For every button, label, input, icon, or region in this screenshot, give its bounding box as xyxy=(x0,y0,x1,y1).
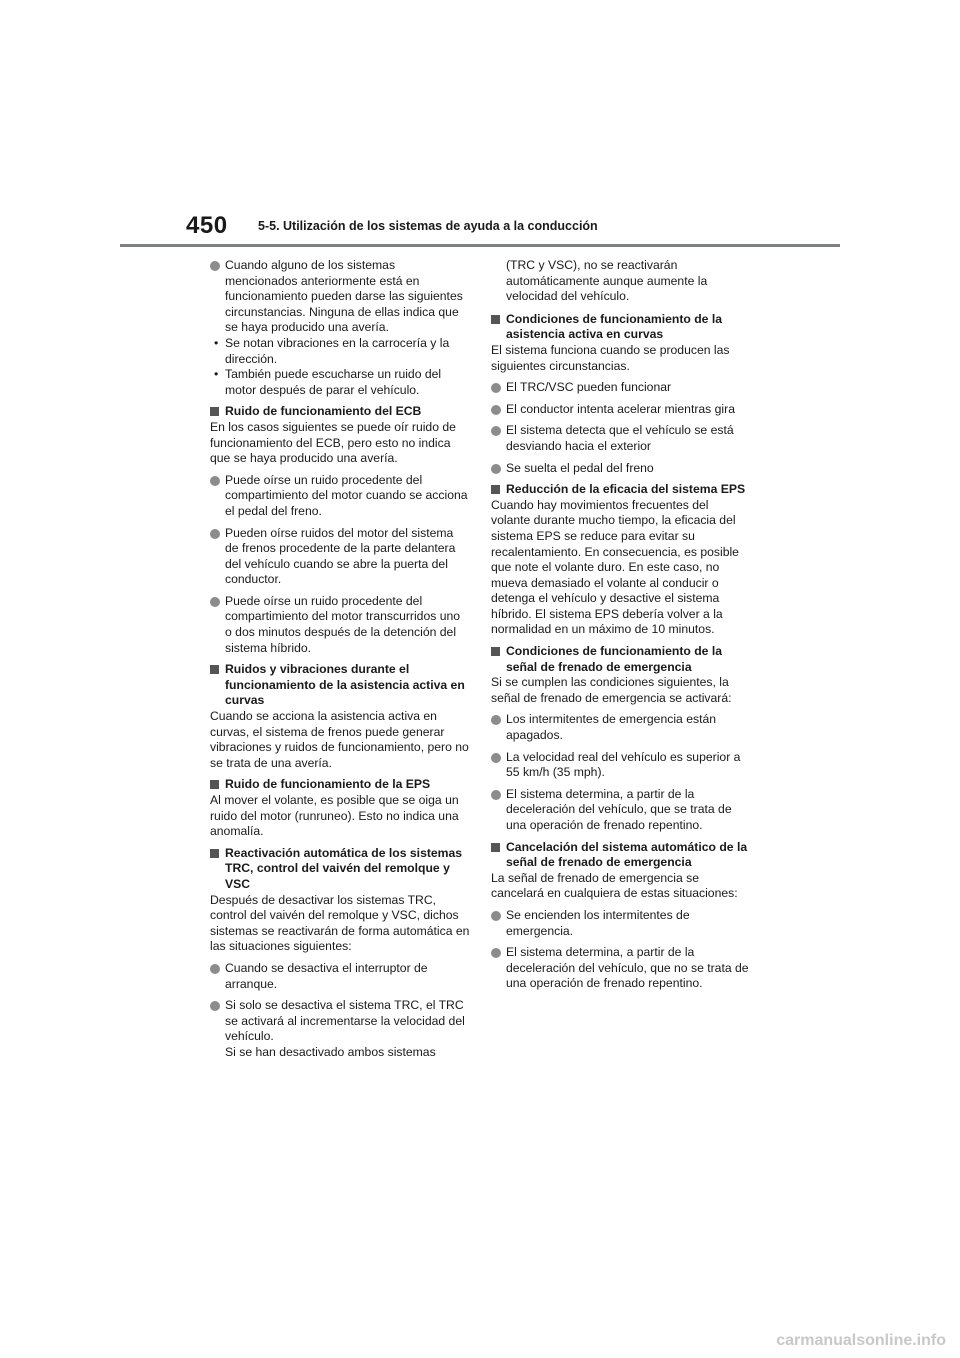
subheading: Cancelación del sistema automático de la señal de frenado de emergencia xyxy=(491,840,751,871)
bullet-dot-icon xyxy=(491,383,501,393)
page-number: 450 xyxy=(186,212,228,239)
bullet-item: El TRC/VSC pueden funcionar xyxy=(491,380,751,396)
bullet-dot-icon xyxy=(491,790,501,800)
bullet-dot-icon xyxy=(491,464,501,474)
bullet-text: Cuando alguno de los sistemas mencionados anteriormente está en funcionamiento pueden darse las siguientes circunstancias. Ninguna de ellas indica que se haya producido una avería. xyxy=(225,258,463,335)
bullet-item: El conductor intenta acelerar mientras gira xyxy=(491,402,751,418)
left-column xyxy=(210,258,470,1067)
right-column xyxy=(491,258,751,998)
square-icon xyxy=(210,665,219,674)
bullet-dot-icon xyxy=(210,1001,220,1011)
bullet-dot-icon xyxy=(491,911,501,921)
watermark: carmanualsonline.info xyxy=(776,1332,946,1349)
continued-text: (TRC y VSC), no se reactivarán automáticamente aunque aumente la velocidad del vehículo. xyxy=(506,258,708,304)
sub-list xyxy=(210,336,470,398)
square-icon xyxy=(491,315,500,324)
subheading: Ruido de funcionamiento del ECB xyxy=(210,404,470,420)
subheading: Condiciones de funcionamiento de la señal de frenado de emergencia xyxy=(491,644,751,675)
square-icon xyxy=(210,780,219,789)
subheading: Reactivación automática de los sistemas TRC, control del vaivén del remolque y VSC xyxy=(210,846,470,893)
bullet-item: El sistema detecta que el vehículo se está desviando hacia el exterior xyxy=(491,423,751,454)
bullet-dot-icon xyxy=(491,948,501,958)
bullet-dot-icon xyxy=(491,405,501,415)
bullet-item: El sistema determina, a partir de la deceleración del vehículo, que no se trata de una operación de frenado repentino. xyxy=(491,945,751,992)
bullet-item: Si solo se desactiva el sistema TRC, el TRC se activará al incrementarse la velocidad del vehículo. Si se han desactivado ambos sistemas xyxy=(210,998,470,1060)
square-icon xyxy=(491,485,500,494)
bullet-dot-icon xyxy=(491,715,501,725)
bullet-item xyxy=(210,258,470,398)
paragraph: Al mover el volante, es posible que se oiga un ruido del motor (runruneo). Esto no indica una anomalía. xyxy=(210,793,459,839)
bullet-dot-icon xyxy=(210,476,220,486)
square-icon xyxy=(210,849,219,858)
page-header xyxy=(120,208,840,248)
sub-list-item: • También puede escucharse un ruido del motor después de parar el vehículo. xyxy=(214,367,442,397)
paragraph: La señal de frenado de emergencia se cancelará en cualquiera de estas situaciones: xyxy=(491,870,738,901)
paragraph: El sistema funciona cuando se producen las siguientes circunstancias. xyxy=(491,342,730,373)
sub-list-item: • Se notan vibraciones en la carrocería y la dirección. xyxy=(214,335,450,366)
subheading: Ruidos y vibraciones durante el funcionamiento de la asistencia activa en curvas xyxy=(210,662,470,709)
paragraph: Cuando hay movimientos frecuentes del volante durante mucho tiempo, la eficacia del sistema EPS se reduce para evitar su recalentamiento. En consecuencia, es posible que note el volante duro. En este caso, no mueva demasiado el volante al conducir o detenga el vehículo y desactive el sistema híbrido. El sistema EPS debería volver a la normalidad en un máximo de 10 minutos. xyxy=(491,497,739,637)
paragraph: Cuando se acciona la asistencia activa en curvas, el sistema de frenos puede generar vibraciones y ruidos de funcionamiento, pero no se trata de una avería. xyxy=(210,709,469,770)
bullet-item: Cuando se desactiva el interruptor de arranque. xyxy=(210,961,470,992)
bullet-item: Se encienden los intermitentes de emergencia. xyxy=(491,908,751,939)
bullet-item: Puede oírse un ruido procedente del compartimiento del motor cuando se acciona el pedal del freno. xyxy=(210,473,470,520)
paragraph: En los casos siguientes se puede oír ruido de funcionamiento del ECB, pero esto no indica que se haya producido una avería. xyxy=(210,419,456,466)
subheading: Ruido de funcionamiento de la EPS xyxy=(210,777,470,793)
bullet-dot-icon xyxy=(491,753,501,763)
paragraph: Si se cumplen las condiciones siguientes, la señal de frenado de emergencia se activará: xyxy=(491,675,732,705)
bullet-item: Se suelta el pedal del freno xyxy=(491,461,751,477)
bullet-dot-icon xyxy=(210,261,220,271)
bullet-dot-icon xyxy=(491,426,501,436)
paragraph: Después de desactivar los sistemas TRC, control del vaivén del remolque y VSC, dichos sistemas se reactivarán de forma automática en las situaciones siguientes: xyxy=(210,892,470,954)
header-divider xyxy=(120,244,840,247)
square-icon xyxy=(210,407,219,416)
bullet-item: Puede oírse un ruido procedente del compartimiento del motor transcurridos uno o dos minutos después de la detención del sistema híbrido. xyxy=(210,594,470,656)
bullet-dot-icon xyxy=(210,529,220,539)
section-title: 5-5. Utilización de los sistemas de ayuda a la conducción xyxy=(258,219,598,233)
bullet-dot-icon xyxy=(210,964,220,974)
subheading: Condiciones de funcionamiento de la asistencia activa en curvas xyxy=(491,312,751,343)
subheading: Reducción de la eficacia del sistema EPS xyxy=(491,482,751,498)
bullet-item: La velocidad real del vehículo es superior a 55 km/h (35 mph). xyxy=(491,750,751,781)
square-icon xyxy=(491,843,500,852)
bullet-item: Pueden oírse ruidos del motor del sistema de frenos procedente de la parte delantera del vehículo cuando se abre la puerta del conductor. xyxy=(210,526,470,588)
square-icon xyxy=(491,647,500,656)
bullet-item: Los intermitentes de emergencia están apagados. xyxy=(491,712,751,743)
bullet-dot-icon xyxy=(210,597,220,607)
bullet-item: El sistema determina, a partir de la deceleración del vehículo, que se trata de una operación de frenado repentino. xyxy=(491,787,751,834)
bullet-continuation: Si se han desactivado ambos sistemas xyxy=(225,1044,436,1059)
